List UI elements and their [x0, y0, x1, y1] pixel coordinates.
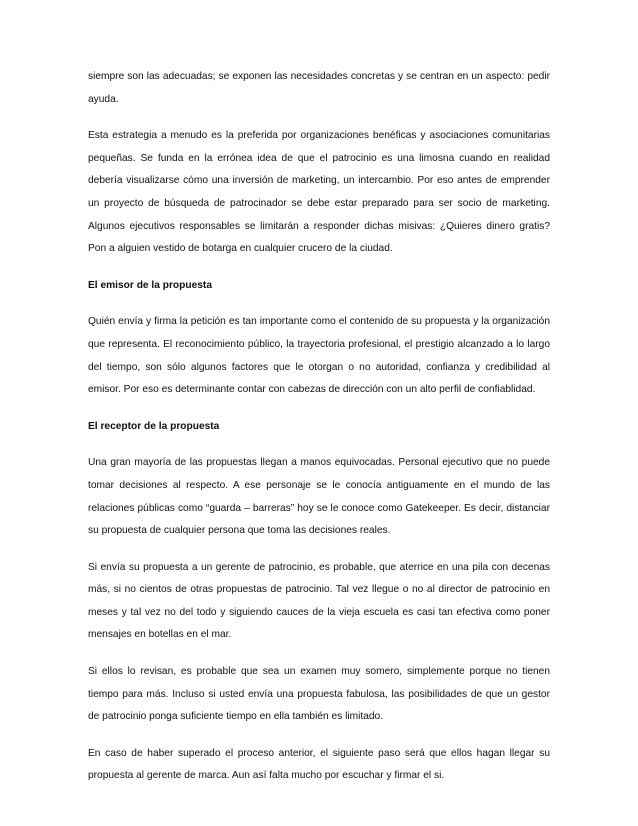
paragraph-continuation: siempre son las adecuadas; se exponen las necesidades concretas y se centran en un aspecto: pedir ayuda.: [88, 71, 550, 105]
paragraph-strategy: Esta estrategia a menudo es la preferida por organizaciones benéficas y asociaciones comunitarias pequeñas. Se funda en la errónea idea de que el patrocinio es una limosna cuando en realidad debería visualizarse cómo una inversión de marketing, un intercambio. Por eso antes de emprender un proyecto de búsqueda de patrocinador se debe estar preparado para ser socio de marketing. Algunos ejecutivos responsables se limitarán a responder dichas misivas: ¿Quieres dinero gratis? Pon a alguien vestido de botarga en cualquier crucero de la ciudad.: [88, 130, 550, 255]
heading-receptor: El receptor de la propuesta: [88, 420, 220, 432]
paragraph-emisor: Quién envía y firma la petición es tan importante como el contenido de su propuesta y la organización que representa. El reconocimiento público, la trayectoria profesional, el prestigio alcanzado a lo largo del tiempo, son sólo algunos factores que le otorgan o no autoridad, confianza y credibilidad al emisor. Por eso es determinante contar con cabezas de dirección con un alto perfil de confiablidad.: [88, 316, 550, 396]
heading-emisor: El emisor de la propuesta: [88, 279, 212, 291]
document-page: [88, 66, 550, 802]
paragraph-receptor-4: En caso de haber superado el proceso anterior, el siguiente paso será que ellos hagan llegar su propuesta al gerente de marca. Aun así falta mucho por escuchar y firmar el si.: [88, 747, 550, 782]
paragraph-receptor-1: Una gran mayoría de las propuestas llegan a manos equivocadas. Personal ejecutivo que no puede tomar decisiones al respecto. A ese personaje se le conocía antiguamente en el mundo de las relaciones públicas como “guarda – barreras” hoy se le conoce como Gatekeeper. Es decir, distanciar su propuesta de cualquier persona que toma las decisiones reales.: [88, 457, 550, 537]
paragraph-receptor-2: Si envía su propuesta a un gerente de patrocinio, es probable, que aterrice en una pila con decenas más, si no cientos de otras propuestas de patrocinio. Tal vez llegue o no al director de patrocinio en meses y tal vez no del todo y siguiendo cauces de la vieja escuela es casi tan efectiva como poner mensajes en botellas en el mar.: [88, 561, 550, 641]
paragraph-receptor-3: Si ellos lo revisan, es probable que sea un examen muy somero, simplemente porque no tienen tiempo para más. Incluso si usted envía una propuesta fabulosa, las posibilidades de que un gestor de patrocinio ponga suficiente tiempo en ella también es limitado.: [88, 666, 550, 723]
